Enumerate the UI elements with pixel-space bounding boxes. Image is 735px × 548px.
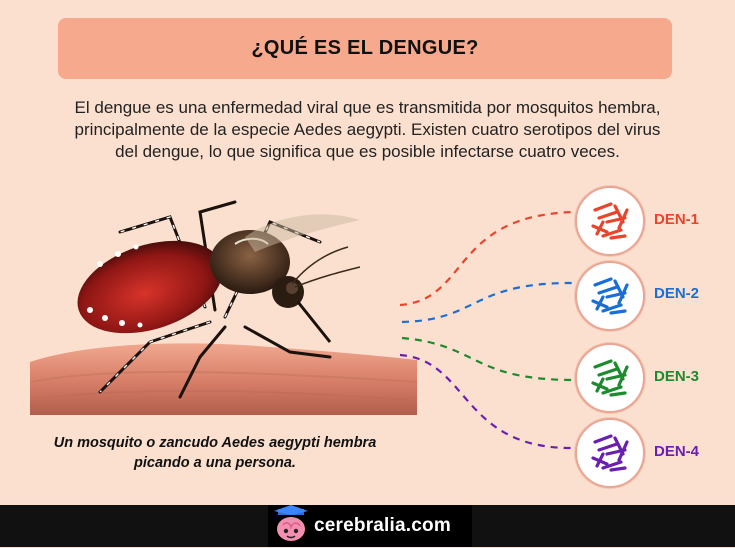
brand-name: cerebralia.com (314, 515, 451, 536)
connector-den-1 (400, 212, 575, 305)
connector-den-4 (400, 355, 575, 448)
den-1-label: DEN-1 (654, 211, 700, 228)
virus-den-1-icon (575, 186, 645, 256)
brain-mascot-icon (274, 505, 308, 548)
virus-den-3-icon (575, 343, 645, 413)
page-title: ¿QUÉ ES EL DENGUE? (251, 37, 479, 59)
photo-caption (30, 433, 400, 473)
caption-line-1: Un mosquito o zancudo Aedes aegypti hembra (53, 435, 377, 451)
den-4-label: DEN-4 (654, 443, 700, 460)
connector-den-2 (402, 283, 575, 322)
virus-den-2-icon (575, 261, 645, 331)
virus-den-4-icon (575, 418, 645, 488)
intro-line-3: del dengue, lo que significa que es posible infectarse cuatro veces. (115, 142, 620, 161)
den-2-label: DEN-2 (654, 285, 700, 302)
connector-den-3 (402, 338, 575, 380)
intro-line-2: principalmente de la especie Aedes aegypti. Existen cuatro serotipos del virus (74, 120, 661, 139)
intro-paragraph (30, 97, 705, 163)
den-3-label: DEN-3 (654, 368, 700, 385)
intro-line-1: El dengue es una enfermedad viral que es transmitida por mosquitos hembra, (74, 98, 661, 117)
brand-box[interactable] (268, 505, 472, 547)
title-banner (58, 18, 672, 79)
caption-line-2: picando a una persona. (134, 455, 296, 471)
mosquito-photo (30, 192, 417, 415)
